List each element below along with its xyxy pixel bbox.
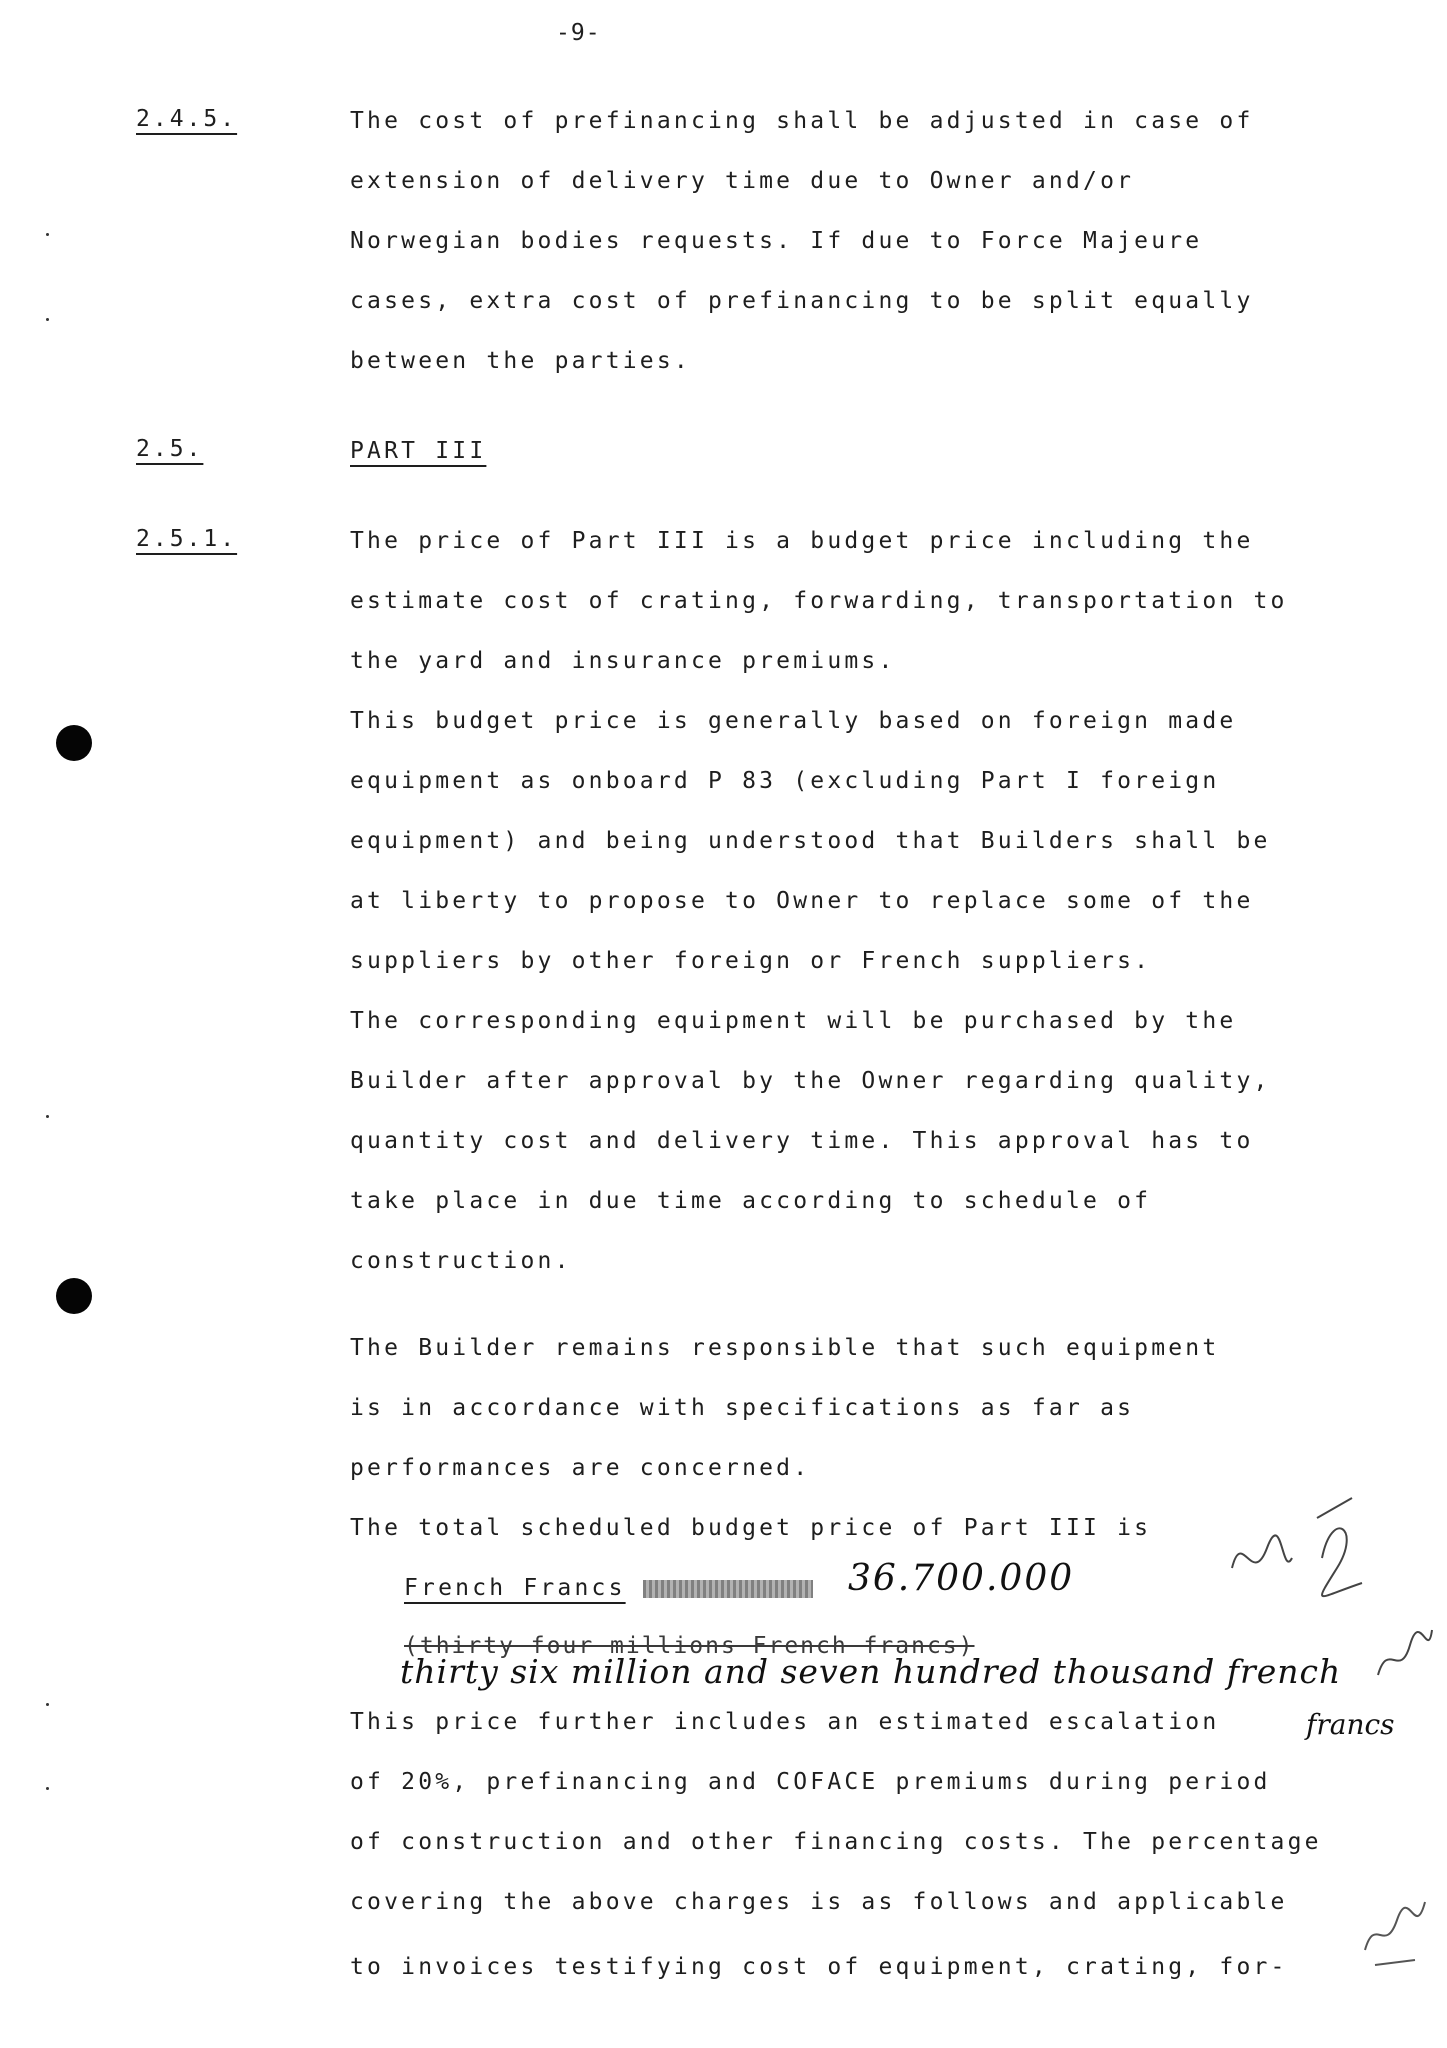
section-heading: PART III [350, 438, 487, 464]
section-number-2-5: 2.5. [136, 436, 204, 462]
text-line: of construction and other financing costs. The percentage [350, 1829, 1322, 1855]
margin-speck [46, 318, 49, 321]
text-line: The corresponding equipment will be purchased by the [350, 1008, 1237, 1034]
text-line: equipment as onboard P 83 (excluding Part I foreign [350, 768, 1220, 794]
handwritten-amount-words-end: francs [1306, 1708, 1395, 1741]
section-number-2-5-1: 2.5.1. [136, 526, 238, 552]
handwritten-amount: 36.700.000 [848, 1558, 1075, 1599]
text-line: The price of Part III is a budget price including the [350, 528, 1254, 554]
text-line: This budget price is generally based on foreign made [350, 708, 1237, 734]
price-label: French Francs [404, 1575, 626, 1601]
struck-typed-amount [643, 1580, 813, 1598]
text-line: quantity cost and delivery time. This approval has to [350, 1128, 1254, 1154]
handwritten-amount-words: thirty six million and seven hundred thousand french [400, 1652, 1342, 1691]
punch-hole [56, 1278, 92, 1314]
text-line: take place in due time according to schedule of [350, 1188, 1152, 1214]
text-line: of 20%, prefinancing and COFACE premiums during period [350, 1769, 1271, 1795]
margin-speck [46, 233, 49, 236]
text-line: The cost of prefinancing shall be adjusted in case of [350, 108, 1254, 134]
text-line: suppliers by other foreign or French suppliers. [350, 948, 1152, 974]
initials-signature [1370, 1620, 1440, 1690]
text-line: cases, extra cost of prefinancing to be split equally [350, 288, 1254, 314]
text-line: estimate cost of crating, forwarding, transportation to [350, 588, 1288, 614]
text-line: to invoices testifying cost of equipment, crating, for- [350, 1954, 1288, 1980]
text-line: The total scheduled budget price of Part III is [350, 1515, 1152, 1541]
margin-speck [46, 1703, 49, 1706]
text-line: The Builder remains responsible that such equipment [350, 1335, 1220, 1361]
margin-speck [46, 1787, 49, 1790]
text-line: This price further includes an estimated escalation [350, 1709, 1220, 1735]
struck-amount-words: (thirty four millions French francs) [404, 1633, 975, 1659]
text-line: extension of delivery time due to Owner and/or [350, 168, 1135, 194]
text-line: performances are concerned. [350, 1455, 811, 1481]
section-number-2-4-5: 2.4.5. [136, 106, 238, 132]
text-line: at liberty to propose to Owner to replace some of the [350, 888, 1254, 914]
text-line: is in accordance with specifications as far as [350, 1395, 1135, 1421]
text-line: Builder after approval by the Owner regarding quality, [350, 1068, 1271, 1094]
text-line: equipment) and being understood that Builders shall be [350, 828, 1271, 854]
text-line: Norwegian bodies requests. If due to Force Majeure [350, 228, 1203, 254]
price-line [404, 1573, 813, 1603]
initials-signature [1355, 1890, 1435, 1970]
text-line: between the parties. [350, 348, 691, 374]
margin-speck [46, 1115, 49, 1118]
initials-signature [1222, 1488, 1372, 1608]
text-line: the yard and insurance premiums. [350, 648, 896, 674]
text-line: construction. [350, 1248, 572, 1274]
punch-hole [56, 725, 92, 761]
text-line: covering the above charges is as follows and applicable [350, 1889, 1288, 1915]
page-number: -9- [556, 20, 601, 46]
